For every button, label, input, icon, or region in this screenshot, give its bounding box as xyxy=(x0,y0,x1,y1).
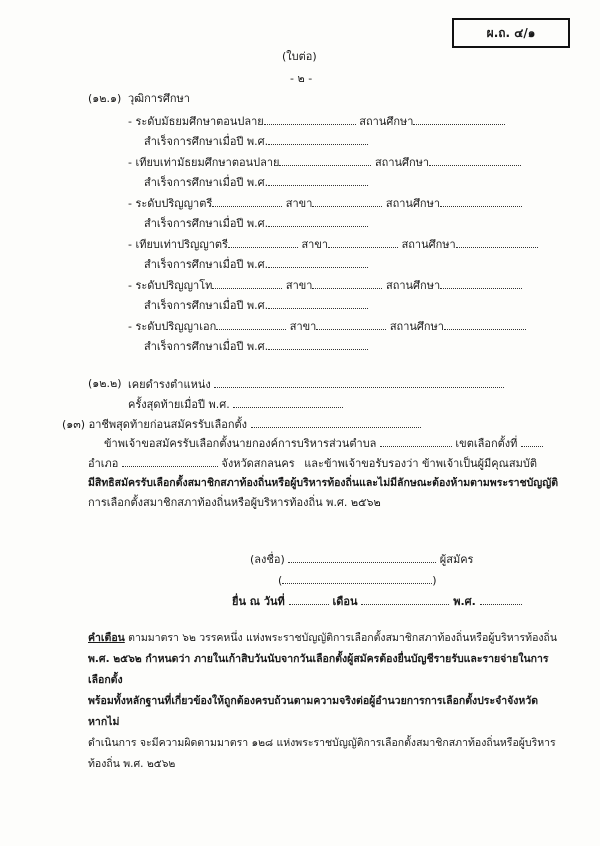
declaration-line4: การเลือกตั้งสมาชิกสภาท้องถิ่นหรือผู้บริหารท้องถิ่น พ.ศ. ๒๕๖๒ xyxy=(88,496,381,509)
name-close-paren: ) xyxy=(432,574,437,587)
continued-label: (ใบต่อ) xyxy=(282,50,317,63)
education-level-label: - ระดับปริญญาโท xyxy=(128,279,213,292)
education-level-label: - เทียบเท่าปริญญาตรี xyxy=(128,238,228,251)
form-code-box xyxy=(452,18,570,48)
education-row xyxy=(128,196,522,211)
institution-label: สถานศึกษา xyxy=(401,238,456,251)
submit-month-field[interactable] xyxy=(361,594,449,605)
education-row xyxy=(128,237,538,252)
graduation-row xyxy=(144,175,368,190)
institution-label: สถานศึกษา xyxy=(359,115,414,128)
occupation-label: อาชีพสุดท้ายก่อนสมัครรับเลือกตั้ง xyxy=(88,418,248,431)
graduation-year-field[interactable] xyxy=(268,339,368,350)
degree-field[interactable] xyxy=(212,196,282,207)
position-held-field[interactable] xyxy=(214,377,504,388)
warning-line2: พ.ศ. ๒๕๖๒ กำหนดว่า ภายในเก้าสิบวันนับจากวันเลือกตั้งผู้สมัครต้องยื่นบัญชีรายรับและรายจ่ายในการเลือกตั้ง xyxy=(88,653,549,686)
declaration-line2a: อำเภอ xyxy=(88,457,119,470)
applicant-role: ผู้สมัคร xyxy=(439,553,474,566)
form-code: ผ.ถ. ๔/๑ xyxy=(486,26,536,40)
major-field[interactable] xyxy=(312,278,382,289)
degree-field[interactable] xyxy=(216,319,286,330)
submit-year-field[interactable] xyxy=(480,594,522,605)
graduation-label: สำเร็จการศึกษาเมื่อปี พ.ศ. xyxy=(144,340,269,353)
school-field[interactable] xyxy=(279,155,371,166)
education-section-title: วุฒิการศึกษา xyxy=(128,92,190,105)
degree-field[interactable] xyxy=(212,278,282,289)
warning-line4: ดำเนินการ จะมีความผิดตามมาตรา ๑๒๘ แห่งพระราชบัญญัติการเลือกตั้งสมาชิกสภาท้องถิ่นหรือผู้บริหาร xyxy=(88,737,556,749)
graduation-year-field[interactable] xyxy=(268,216,368,227)
page-number: - ๒ - xyxy=(290,72,313,85)
subdistrict-field[interactable] xyxy=(380,436,452,447)
declaration-line3: มีสิทธิสมัครรับเลือกตั้งสมาชิกสภาท้องถิ่นหรือผู้บริหารท้องถิ่นและไม่มีลักษณะต้องห้ามตามพระราชบัญญัติ xyxy=(88,477,559,489)
graduation-label: สำเร็จการศึกษาเมื่อปี พ.ศ. xyxy=(144,299,269,312)
occupation-field[interactable] xyxy=(251,417,421,428)
occupation-section-label: (๑๓) xyxy=(62,418,86,431)
major-field[interactable] xyxy=(316,319,386,330)
institution-field[interactable] xyxy=(440,278,522,289)
position-last-year-field[interactable] xyxy=(233,397,343,408)
institution-field[interactable] xyxy=(413,114,505,125)
position-section-label: (๑๒.๒) xyxy=(88,377,122,390)
declaration-line1a: ข้าพเจ้าขอสมัครรับเลือกตั้งนายกองค์การบริหารส่วนตำบล xyxy=(104,437,377,450)
warning-block xyxy=(88,628,558,775)
warning-title: คำเตือน xyxy=(88,632,125,644)
education-section-label: (๑๒.๑) xyxy=(88,92,122,105)
major-label: สาขา xyxy=(289,320,317,333)
education-level-label: - ระดับปริญญาเอก xyxy=(128,320,217,333)
graduation-label: สำเร็จการศึกษาเมื่อปี พ.ศ. xyxy=(144,135,269,148)
submit-date-label: ยื่น ณ วันที่ xyxy=(232,595,285,608)
education-level-label: - ระดับมัธยมศึกษาตอนปลาย xyxy=(128,115,264,128)
warning-line5: ท้องถิ่น พ.ศ. ๒๕๖๒ xyxy=(88,758,176,770)
education-row xyxy=(128,319,526,334)
institution-field[interactable] xyxy=(444,319,526,330)
degree-field[interactable] xyxy=(228,237,298,248)
submit-day-field[interactable] xyxy=(289,594,329,605)
amphoe-field[interactable] xyxy=(122,456,218,467)
graduation-label: สำเร็จการศึกษาเมื่อปี พ.ศ. xyxy=(144,217,269,230)
graduation-row xyxy=(144,134,368,149)
declaration-line1b: เขตเลือกตั้งที่ xyxy=(455,437,518,450)
institution-field[interactable] xyxy=(440,196,522,207)
education-level-label: - เทียบเท่ามัธยมศึกษาตอนปลาย xyxy=(128,156,280,169)
warning-line1: ตามมาตรา ๖๒ วรรคหนึ่ง แห่งพระราชบัญญัติการเลือกตั้งสมาชิกสภาท้องถิ่นหรือผู้บริหารท้องถิ่น xyxy=(124,632,558,644)
education-level-label: - ระดับปริญญาตรี xyxy=(128,197,213,210)
warning-line3: พร้อมทั้งหลักฐานที่เกี่ยวข้องให้ถูกต้องครบถ้วนตามความจริงต่อผู้อำนวยการการเลือกตั้งประจำจังหวัด หากไม่ xyxy=(88,695,539,728)
graduation-label: สำเร็จการศึกษาเมื่อปี พ.ศ. xyxy=(144,258,269,271)
position-held-label: เคยดำรงตำแหน่ง xyxy=(128,378,211,391)
education-row xyxy=(128,114,505,129)
printed-name-field[interactable] xyxy=(282,573,432,584)
position-last-label: ครั้งสุดท้ายเมื่อปี พ.ศ. xyxy=(128,398,230,411)
sign-label: (ลงชื่อ) xyxy=(250,553,285,566)
graduation-row xyxy=(144,257,368,272)
graduation-year-field[interactable] xyxy=(268,175,368,186)
graduation-row xyxy=(144,298,368,313)
district-number-field[interactable] xyxy=(521,436,543,447)
major-field[interactable] xyxy=(328,237,398,248)
major-label: สาขา xyxy=(285,197,313,210)
graduation-year-field[interactable] xyxy=(268,257,368,268)
institution-label: สถานศึกษา xyxy=(374,156,430,169)
submit-year-label: พ.ศ. xyxy=(453,595,476,608)
graduation-row xyxy=(144,216,368,231)
institution-field[interactable] xyxy=(456,237,538,248)
declaration-line2c: และข้าพเจ้าขอรับรองว่า ข้าพเจ้าเป็นผู้มีคุณสมบัติ xyxy=(304,457,537,470)
institution-label: สถานศึกษา xyxy=(389,320,444,333)
major-label: สาขา xyxy=(301,238,329,251)
school-field[interactable] xyxy=(264,114,356,125)
major-label: สาขา xyxy=(285,279,313,292)
graduation-row xyxy=(144,339,368,354)
graduation-label: สำเร็จการศึกษาเมื่อปี พ.ศ. xyxy=(144,176,269,189)
graduation-year-field[interactable] xyxy=(268,134,368,145)
name-open-paren: ( xyxy=(278,574,283,587)
institution-label: สถานศึกษา xyxy=(385,197,441,210)
declaration-line2b: จังหวัดสกลนคร xyxy=(221,457,295,470)
education-row xyxy=(128,155,521,170)
major-field[interactable] xyxy=(312,196,382,207)
signature-field[interactable] xyxy=(288,552,436,563)
institution-field[interactable] xyxy=(429,155,521,166)
graduation-year-field[interactable] xyxy=(268,298,368,309)
submit-month-label: เดือน xyxy=(332,595,358,608)
education-row xyxy=(128,278,522,293)
institution-label: สถานศึกษา xyxy=(385,279,441,292)
